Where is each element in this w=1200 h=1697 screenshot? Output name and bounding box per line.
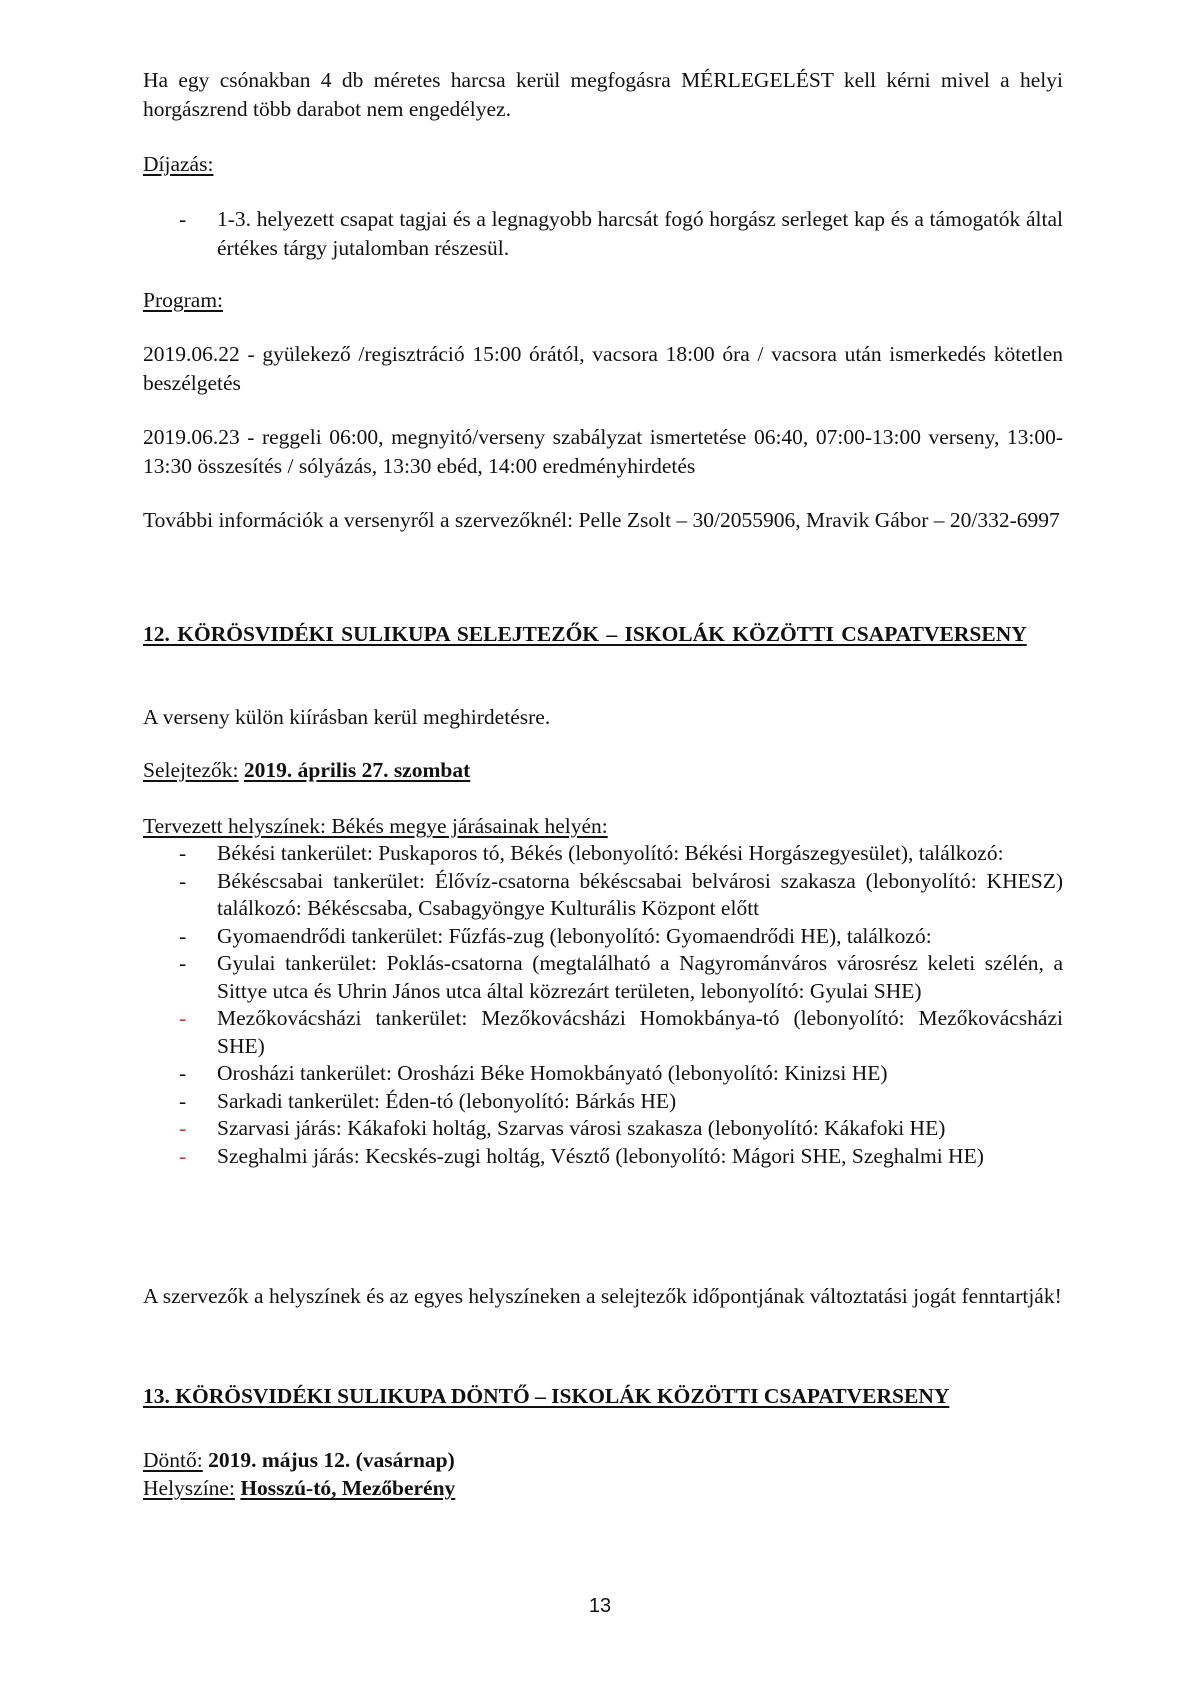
dash-bullet: - <box>179 207 187 231</box>
section-13-heading: 13. KÖRÖSVIDÉKI SULIKUPA DÖNTŐ – ISKOLÁK KÖZÖTTI CSAPATVERSENY <box>143 1384 950 1408</box>
venues-footnote: A szervezők a helyszínek és az egyes helyszíneken a selejtezők időpontjának változtatási jogát fenntartják! <box>143 1284 1062 1308</box>
dash-bullet: - <box>179 841 187 865</box>
list-item-text: Békéscsabai tankerület: Élővíz-csatorna békéscsabai belvárosi szakasza (lebonyolító: KHESZ) találkozó: Békéscsaba, Csabagyöngye Kulturális Központ előtt <box>217 868 1063 920</box>
list-item-text: Szeghalmi járás: Kecskés-zugi holtág, Vésztő (lebonyolító: Mágori SHE, Szeghalmi HE) <box>217 1143 984 1168</box>
list-item-text: Gyomaendrődi tankerület: Fűzfás-zug (lebonyolító: Gyomaendrődi HE), találkozó: <box>217 923 932 948</box>
final-place-label: Helyszíne: <box>143 1476 235 1500</box>
list-item-text: Sarkadi tankerület: Éden-tó (lebonyolító: Bárkás HE) <box>217 1088 677 1113</box>
qualifier-date <box>143 756 1063 785</box>
venues-label <box>143 812 1063 841</box>
dash-bullet: - <box>179 1143 187 1168</box>
prize-label <box>143 150 1063 179</box>
prize-label-text: Díjazás: <box>143 152 214 176</box>
program-label-text: Program: <box>143 288 224 312</box>
final-date-value: 2019. május 12. (vasárnap) <box>208 1448 455 1472</box>
list-item <box>143 1005 1063 1060</box>
list-item <box>143 923 1063 951</box>
final-date <box>143 1446 1063 1475</box>
list-item-text: Mezőkovácsházi tankerület: Mezőkovácsházi Homokbánya-tó (lebonyolító: Mezőkovácsházi SHE) <box>217 1006 1063 1058</box>
qualifier-date-label: Selejtezők: <box>143 758 239 782</box>
page-number: 13 <box>588 1595 612 1617</box>
list-item-text: Orosházi tankerület: Orosházi Béke Homokbányató (lebonyolító: Kinizsi HE) <box>217 1061 888 1085</box>
list-item <box>143 868 1063 923</box>
prize-list <box>143 205 1063 263</box>
dash-bullet: - <box>179 1088 187 1113</box>
list-item-text: Békési tankerület: Puskaporos tó, Békés (lebonyolító: Békési Horgászegyesület), találkozó: <box>217 841 1004 865</box>
section-12-heading: 12. KÖRÖSVIDÉKI SULIKUPA SELEJTEZŐK – ISKOLÁK KÖZÖTTI CSAPATVERSENY <box>143 622 1027 646</box>
dash-bullet: - <box>179 1061 187 1085</box>
list-item <box>143 1143 1063 1171</box>
qualifier-date-value: 2019. április 27. szombat <box>243 758 471 782</box>
program-day1: 2019.06.22 - gyülekező /regisztráció 15:00 órától, vacsora 18:00 óra / vacsora után ismerkedés kötetlen beszélgetés <box>143 342 1063 395</box>
list-item <box>143 950 1063 1005</box>
dash-bullet: - <box>179 1006 187 1030</box>
list-item <box>143 205 1063 263</box>
final-date-label: Döntő: <box>143 1448 203 1472</box>
contact-paragraph: További információk a versenyről a szervezőknél: Pelle Zsolt – 30/2055906, Mravik Gábor – 20/332-6997 <box>143 508 1060 532</box>
list-item <box>143 1060 1063 1088</box>
list-item <box>143 840 1063 868</box>
final-place-value: Hosszú-tó, Mezőberény <box>240 1476 456 1500</box>
list-item <box>143 1088 1063 1116</box>
list-item-text: 1-3. helyezett csapat tagjai és a legnagyobb harcsát fogó horgász serleget kap és a támogatók által értékes tárgy jutalomban részesül. <box>217 207 1063 260</box>
final-place <box>143 1474 1063 1503</box>
list-item <box>143 1115 1063 1143</box>
venues-list <box>143 840 1063 1170</box>
dash-bullet: - <box>179 868 187 893</box>
intro-paragraph: Ha egy csónakban 4 db méretes harcsa kerül megfogásra MÉRLEGELÉST kell kérni mivel a helyi horgászrend több darabot nem engedélyez. <box>143 68 1063 121</box>
list-item-text: Gyulai tankerület: Poklás-csatorna (megtalálható a Nagyrománváros városrész keleti szélén, a Sittye utca és Uhrin János utca által közrezárt területen, lebonyolító: Gyulai SHE) <box>217 951 1063 1003</box>
section-12-note: A verseny külön kiírásban kerül meghirdetésre. <box>143 705 551 729</box>
program-label <box>143 286 1063 315</box>
list-item-text: Szarvasi járás: Kákafoki holtág, Szarvas városi szakasza (lebonyolító: Kákafoki HE) <box>217 1116 946 1140</box>
program-day2: 2019.06.23 - reggeli 06:00, megnyitó/verseny szabályzat ismertetése 06:40, 07:00-13:00 verseny, 13:00-13:30 összesítés / sólyázás, 13:30 ebéd, 14:00 eredményhirdetés <box>143 425 1063 478</box>
venues-label-text: Tervezett helyszínek: Békés megye járásainak helyén: <box>143 814 608 838</box>
dash-bullet: - <box>179 951 187 975</box>
dash-bullet: - <box>179 1116 187 1140</box>
dash-bullet: - <box>179 923 187 948</box>
